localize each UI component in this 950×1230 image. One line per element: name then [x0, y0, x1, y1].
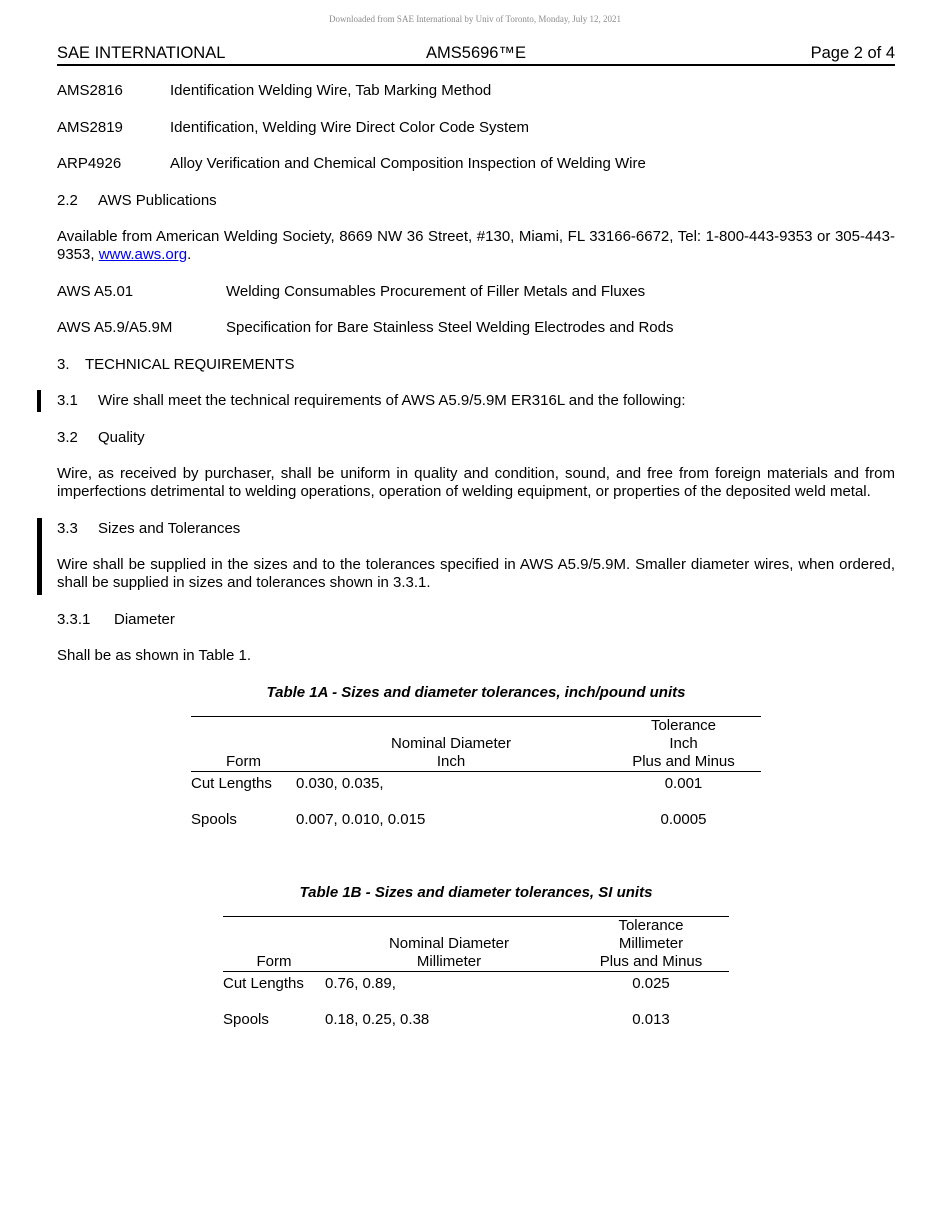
quality-paragraph: Wire, as received by purchaser, shall be uniform in quality and condition, sound, and free from foreign materials and from imperfections detrimental to welding operations, operation of welding equipment, or properties of the deposited weld metal.	[57, 465, 895, 500]
paragraph-text: .	[187, 246, 192, 263]
aws-org-link[interactable]: www.aws.org	[98, 246, 188, 263]
cell-form: Cut Lengths	[223, 974, 304, 992]
reference-code: ARP4926	[57, 155, 122, 172]
table-row	[191, 811, 761, 829]
reference-code: AMS2816	[57, 82, 123, 99]
reference-title: Welding Consumables Procurement of Filler Metals and Fluxes	[226, 282, 646, 300]
column-header-tolerance	[606, 717, 761, 771]
header-line: Tolerance	[618, 916, 684, 934]
column-header-nominal-diameter	[325, 935, 573, 971]
cell-nominal-diameter: 0.007, 0.010, 0.015	[296, 810, 426, 828]
reference-code: AMS2819	[57, 118, 123, 136]
table-1b-header-row	[223, 916, 729, 972]
reference-code: AWS A5.01	[57, 282, 134, 300]
reference-row-aws-a501	[57, 283, 895, 301]
section-3-1-paragraph	[57, 392, 895, 410]
header-line: Inch	[669, 734, 698, 752]
section-heading-3-3-1	[57, 611, 895, 629]
column-header-form	[223, 953, 325, 971]
column-header-nominal-diameter	[296, 735, 606, 771]
table-row	[191, 775, 761, 793]
section-title: Sizes and Tolerances	[98, 519, 241, 537]
section-number: 3.3.1	[57, 610, 91, 628]
table-1b	[223, 916, 729, 1029]
header-line: Nominal Diameter	[390, 734, 512, 752]
page-header	[57, 44, 895, 66]
reference-title: Specification for Bare Stainless Steel Welding Electrodes and Rods	[226, 319, 674, 336]
sizes-tolerances-paragraph: Wire shall be supplied in the sizes and to the tolerances specified in AWS A5.9/5.9M. Smaller diameter wires, when ordered, shall be supplied in sizes and tolerances shown in 3.3.1.	[57, 556, 895, 591]
table-1b-title: Table 1B - Sizes and diameter tolerances, SI units	[299, 883, 653, 901]
paragraph-text: Available from American Welding Society, 8669 NW 36 Street, #130, Miami, FL 33166-6672, Tel: 1-800-443-9353 or 305-443-9353,	[57, 228, 895, 263]
watermark-text: Downloaded from SAE International by Univ of Toronto, Monday, July 12, 2021	[328, 14, 622, 24]
cell-nominal-diameter: 0.76, 0.89,	[325, 974, 396, 992]
table-1a-header-row	[191, 716, 761, 772]
header-line: Plus and Minus	[632, 752, 735, 770]
reference-row-ams2816	[57, 82, 895, 100]
table-row	[223, 975, 729, 993]
section-heading-2-2	[57, 192, 895, 210]
header-line: Plus and Minus	[599, 952, 703, 970]
document-content	[57, 82, 895, 1029]
header-line: Nominal Diameter	[388, 934, 510, 952]
header-line: Tolerance	[650, 716, 717, 734]
section-title: Quality	[98, 428, 145, 446]
reference-title: Alloy Verification and Chemical Composition Inspection of Welding Wire	[170, 155, 646, 172]
header-page-indicator: Page 2 of 4	[810, 44, 895, 62]
revision-change-bar	[37, 390, 41, 412]
reference-row-arp4926	[57, 155, 895, 173]
cell-tolerance: 0.0005	[660, 810, 707, 828]
header-line: Inch	[436, 752, 466, 770]
reference-row-ams2819	[57, 119, 895, 137]
table-1a-title: Table 1A - Sizes and diameter tolerances, inch/pound units	[266, 683, 686, 701]
section-text: Wire shall meet the technical requirements of AWS A5.9/5.9M ER316L and the following:	[98, 392, 686, 409]
header-document-number: AMS5696™E	[426, 44, 526, 62]
aws-availability-paragraph	[57, 228, 895, 264]
cell-tolerance: 0.001	[664, 774, 703, 792]
cell-nominal-diameter: 0.030, 0.035,	[296, 774, 384, 792]
column-header-tolerance	[573, 917, 729, 971]
section-heading-3-2	[57, 429, 895, 447]
cell-tolerance: 0.013	[632, 1010, 670, 1028]
reference-title: Identification Welding Wire, Tab Marking Method	[170, 82, 492, 99]
section-3-3-group	[57, 520, 895, 593]
cell-tolerance: 0.025	[632, 974, 670, 992]
column-header-form	[191, 753, 296, 771]
cell-form: Cut Lengths	[191, 774, 272, 792]
revision-change-bar	[37, 518, 42, 596]
section-title: TECHNICAL REQUIREMENTS	[85, 355, 295, 373]
cell-nominal-diameter: 0.18, 0.25, 0.38	[325, 1010, 430, 1028]
header-line: Form	[256, 952, 292, 970]
section-number: 3.	[57, 355, 70, 373]
header-line: Form	[226, 752, 261, 770]
section-heading-3	[57, 356, 895, 374]
section-number: 3.3	[57, 519, 78, 537]
section-number: 3.2	[57, 428, 78, 446]
section-heading-3-3	[57, 520, 895, 538]
cell-form: Spools	[191, 810, 237, 828]
section-number: 2.2	[57, 191, 78, 209]
reference-title: Identification, Welding Wire Direct Color Code System	[170, 118, 530, 136]
reference-row-aws-a59	[57, 319, 895, 337]
diameter-note: Shall be as shown in Table 1.	[57, 647, 252, 664]
header-line: Millimeter	[416, 952, 482, 970]
reference-code: AWS A5.9/A5.9M	[57, 319, 173, 336]
header-line: Millimeter	[618, 934, 684, 952]
section-number: 3.1	[57, 392, 78, 409]
header-organization: SAE INTERNATIONAL	[57, 44, 226, 62]
section-title: Diameter	[114, 610, 175, 628]
table-1a	[191, 716, 761, 829]
cell-form: Spools	[223, 1010, 269, 1028]
table-row	[223, 1011, 729, 1029]
section-title: AWS Publications	[98, 191, 217, 209]
